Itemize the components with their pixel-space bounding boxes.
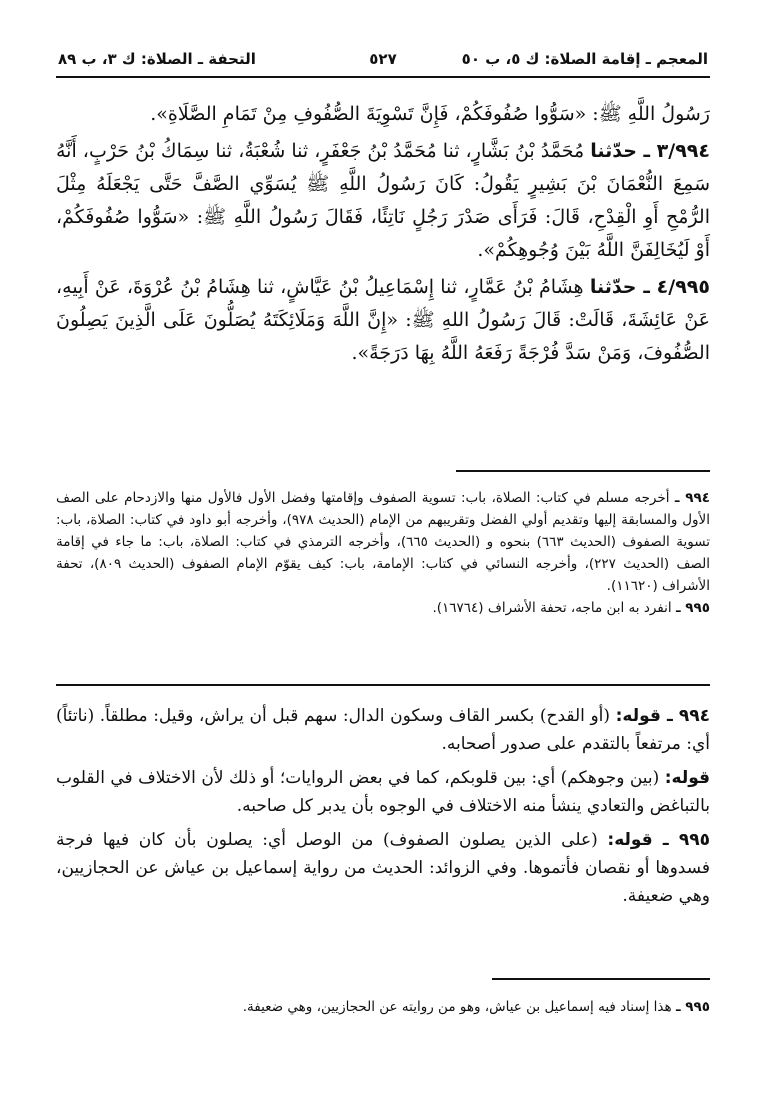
header-rule xyxy=(56,76,710,78)
page-number: ٥٢٧ xyxy=(369,50,397,68)
zawaid-995-body: هذا إسناد فيه إسماعيل بن عياش، وهو من روايته عن الحجازيين، وهي ضعيفة. xyxy=(242,999,676,1015)
takhrij-995 xyxy=(56,597,710,619)
hadith-text xyxy=(56,98,710,374)
zawaid-rule xyxy=(492,978,710,980)
running-header xyxy=(58,50,708,72)
hadith-994 xyxy=(56,135,710,267)
hadith-995-number: ٤/٩٩٥ ـ حدّثنا xyxy=(589,276,710,298)
takhrij-rule xyxy=(456,470,710,472)
takhrij-footnotes xyxy=(56,487,710,619)
commentary-995-body: (على الذين يصلون الصفوف) من الوصل أي: يصلون بأن كان فيها فرجة فسدوها أو نقصان فأتموها. وفي الزوائد: الحديث من رواية إسماعيل بن عياش عن الحجازيين، وهي ضعيفة. xyxy=(56,830,710,906)
zawaid-995-number: ٩٩٥ ـ xyxy=(675,999,710,1015)
header-tuhfa-ref: التحفة ـ الصلاة: ك ٣، ب ٨٩ xyxy=(58,50,256,68)
hadith-continuation: رَسُولُ اللَّهِ ﷺ: «سَوُّوا صُفُوفَكُمْ، فَإِنَّ تَسْوِيَةَ الصُّفُوفِ مِنْ تَمَامِ الصَّلَاةِ». xyxy=(150,103,710,125)
takhrij-995-number: ٩٩٥ ـ xyxy=(675,600,710,616)
header-chapter-ref: المعجم ـ إقامة الصلاة: ك ٥، ب ٥٠ xyxy=(461,50,708,68)
commentary-994-label: ٩٩٤ ـ قوله: xyxy=(615,706,710,726)
hadith-995 xyxy=(56,271,710,370)
commentary-qawluh-label: قوله: xyxy=(664,768,710,788)
commentary-rule xyxy=(56,684,710,686)
commentary-wujuh-body: (بين وجوهكم) أي: بين قلوبكم، كما في بعض الروايات؛ أو ذلك لأن الاختلاف في القلوب بالتباغض والتعادي ينشأ منه الاختلاف في الوجوه بأن يدبر كل صاحبه. xyxy=(56,768,710,816)
hadith-994-number: ٣/٩٩٤ ـ حدّثنا xyxy=(590,140,710,162)
takhrij-994-number: ٩٩٤ ـ xyxy=(674,490,710,506)
hadith-994-body: مُحَمَّدُ بْنُ بَشَّارٍ، ثنا مُحَمَّدُ بْنُ جَعْفَرٍ، ثنا شُعْبَةُ، ثنا سِمَاكُ بْنُ حَرْبٍ، أَنَّهُ سَمِعَ النُّعْمَانَ بْنَ بَشِيرٍ يَقُولُ: كَانَ رَسُولُ اللَّهِ ﷺ يُسَوِّي الصَّفَّ حَتَّى يَجْعَلَهُ مِثْلَ الرُّمْحِ أَوِ الْقِدْحِ، قَالَ: فَرَأَى صَدْرَ رَجُلٍ نَاتِئًا، فَقَالَ رَسُولُ اللَّهِ ﷺ: «سَوُّوا صُفُوفَكُمْ، أَوْ لَيُخَالِفَنَّ اللَّهُ بَيْنَ وُجُوهِكُمْ». xyxy=(56,140,710,261)
commentary-994-wujuh xyxy=(56,764,710,820)
takhrij-995-body: انفرد به ابن ماجه، تحفة الأشراف (١٦٧٦٤). xyxy=(432,600,676,616)
takhrij-994 xyxy=(56,487,710,597)
commentary xyxy=(56,702,710,916)
commentary-995-label: ٩٩٥ ـ قوله: xyxy=(607,830,710,850)
commentary-995 xyxy=(56,826,710,910)
commentary-994-qidh xyxy=(56,702,710,758)
commentary-994-body: (أو القدح) بكسر القاف وسكون الدال: سهم قبل أن يراش، وقيل: مطلقاً. (ناتئاً) أي: مرتفعاً بالتقدم على صدور أصحابه. xyxy=(56,706,710,754)
takhrij-994-body: أخرجه مسلم في كتاب: الصلاة، باب: تسوية الصفوف وإقامتها وفضل الأول فالأول منها والازدحام على الصف الأول والمسابقة إليها وتقديم أولي الفضل وتقريبهم من الإمام (الحديث ٩٧٨)، وأخرجه أبو داود في كتاب: الصلاة، باب: تسوية الصفوف (الحديث ٦٦٣) بنحوه و (الحديث ٦٦٥)، وأخرجه الترمذي في كتاب: الصلاة، باب: ما جاء في إقامة الصف (الحديث ٢٢٧)، وأخرجه النسائي في كتاب: الإمامة، باب: كيف يقوّم الإمام الصفوف (الحديث ٨٠٩)، تحفة الأشراف (١١٦٢٠). xyxy=(56,490,710,594)
zawaid-995 xyxy=(56,996,710,1018)
hadith-995-body: هِشَامُ بْنُ عَمَّارٍ، ثنا إِسْمَاعِيلُ بْنُ عَيَّاشٍ، ثنا هِشَامُ بْنُ عُرْوَةَ، عَنْ أَبِيهِ، عَنْ عَائِشَةَ، قَالَتْ: قَالَ رَسُولُ اللهِ ﷺ: «إِنَّ اللَّهَ وَمَلَائِكَتَهُ يُصَلُّونَ عَلَى الَّذِينَ يَصِلُونَ الصُّفُوفَ، وَمَنْ سَدَّ فُرْجَةً رَفَعَهُ اللَّهُ بِهَا دَرَجَةً». xyxy=(56,276,710,364)
zawaid-footnote xyxy=(56,996,710,1018)
